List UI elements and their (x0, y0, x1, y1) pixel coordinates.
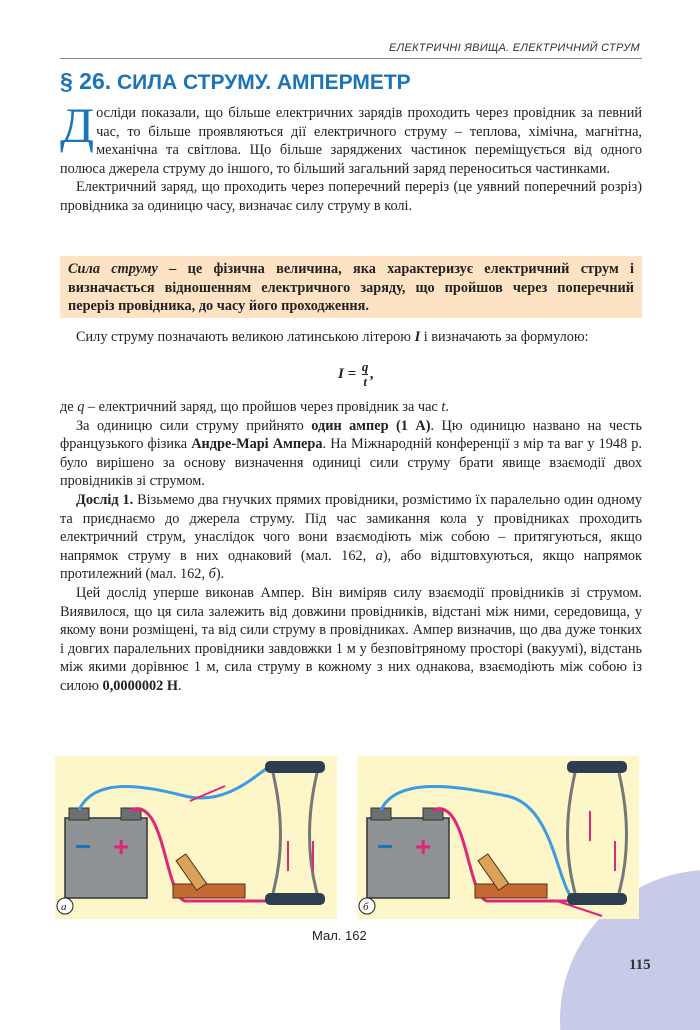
p4-b: – електричний заряд, що пройшов через провідник за час (84, 399, 442, 415)
definition-term: Сила струму (68, 261, 158, 277)
formula-numerator: q (361, 359, 369, 374)
paragraph-4 (60, 398, 642, 417)
figure-a (55, 756, 337, 919)
bottom-holder (567, 893, 627, 905)
p5-a: За одиницю сили струму прийнято (76, 417, 312, 434)
top-holder (265, 761, 325, 773)
header-divider (60, 58, 642, 59)
paragraph-1-text: осліди показали, що більше електричних зарядів проходить через провідник за певний час, то більше проявляються дії електричного струму – теплова, хімічна, магнітна, механічна та світлова. Що більше заряджених частинок переміщується від одного полюса джерела струму до іншого, то більший загальний заряд переноситься частинками. (60, 105, 642, 177)
experiment-label: Дослід 1. (76, 491, 134, 508)
formula-fraction (362, 360, 369, 389)
paragraph-2: Електричний заряд, що проходить через поперечний переріз (це уявний поперечний розріз) провідника за одиницю часу, визначає силу струму в колі. (60, 179, 642, 214)
label-a: а (61, 901, 67, 913)
p3-b: і визначають за формулою: (420, 329, 589, 345)
p5-b: . Цю одиницю названо на честь французького фізика (60, 417, 642, 453)
current-formula (338, 360, 374, 389)
drop-cap: Д (60, 97, 95, 153)
p6-b: ), або відштовхуються, якщо напрямок протилежний (мал. 162, (60, 547, 642, 583)
formula-lhs: I = (338, 365, 357, 382)
formula-denominator: t (363, 374, 367, 389)
conductor-right (310, 773, 318, 893)
p6-fig-b: б (208, 566, 216, 583)
p6-fig-a: а (375, 547, 383, 564)
switch-base (173, 884, 245, 898)
p4-c: . (445, 399, 449, 415)
p6-c: ). (215, 566, 225, 583)
formula-comma: , (370, 365, 375, 382)
paragraph-1 (60, 97, 642, 178)
p7-a: Цей дослід уперше виконав Ампер. Він виміряв силу взаємодії провідників зі струмом. Виявилося, що ця сила залежить від довжини провідників, відстані між ними, середовища, у якому вони розміщені, та від сили струму в провідниках. Ампер визначив, що два дуже тонких і довгих паралельних провідники завдовжки 1 м у безповітряному просторі (вакуумі), відстань між якими дорівнює 1 м, сила струму в кожному з них однакова, взаємодіють між собою із силою (60, 584, 642, 694)
p5-c: . На Міжнародній конференції з мір та ваг у 1948 р. було вирішено за основу визначення одиниці сили струму брати явище взаємодії двох провідників зі струмом. (60, 436, 642, 490)
section-number: § 26. (60, 68, 112, 94)
plus-sign: + (113, 831, 130, 862)
paragraph-3 (60, 328, 642, 347)
p6-a: Візьмемо два гнучких прямих провідники, розмістимо їх паралельно один одному та приєднаємо до джерела струму. Під час замикання кола у провідниках проходить електричний струм, унаслідок чого вони взаємодіють між собою – притягуються, якщо напрямок струму в них однаковий (мал. 162, (60, 491, 642, 564)
figure-b (357, 756, 639, 919)
conductor-left (273, 773, 281, 893)
p4-a: де (60, 399, 78, 415)
switch-base (475, 884, 547, 898)
bottom-holder (265, 893, 325, 905)
figure-b-drawing (357, 756, 639, 919)
minus-sign: − (377, 831, 394, 862)
p5-unit: один ампер (1 А) (311, 417, 431, 434)
paragraph-5 (60, 417, 642, 491)
p7-b: . (178, 677, 182, 694)
main-text (60, 398, 642, 696)
plus-sign: + (415, 831, 432, 862)
intro-text (60, 97, 642, 216)
label-b: б (363, 901, 369, 913)
paragraph-7 (60, 584, 642, 696)
paragraph-6 (60, 491, 642, 584)
definition-text: – це фізична величина, яка характеризує електричний струм і визначається відношенням електричного заряду, що пройшов через поперечний переріз провідника, до часу його проходження. (68, 261, 634, 315)
p4-q: q (77, 399, 85, 415)
section-title-text: СИЛА СТРУМУ. АМПЕРМЕТР (117, 71, 411, 94)
conductor-left (568, 773, 576, 893)
running-head: ЕЛЕКТРИЧНІ ЯВИЩА. ЕЛЕКТРИЧНИЙ СТРУМ (389, 42, 640, 54)
conductor-right (619, 773, 627, 893)
current-symbol: I (414, 329, 421, 345)
blue-wire (79, 766, 270, 810)
section-title (60, 68, 411, 95)
minus-sign: − (75, 831, 92, 862)
p5-name: Андре-Марі Ампера (191, 436, 323, 453)
definition-box (60, 256, 642, 318)
top-holder (567, 761, 627, 773)
p4-t: t (441, 399, 446, 415)
formula-intro (60, 328, 642, 347)
figure-a-drawing (55, 756, 337, 919)
p7-force: 0,0000002 Н (102, 677, 179, 694)
page-number: 115 (629, 957, 651, 973)
p3-a: Силу струму позначають великою латинською літерою (76, 329, 415, 345)
figure-caption: Мал. 162 (312, 928, 367, 943)
